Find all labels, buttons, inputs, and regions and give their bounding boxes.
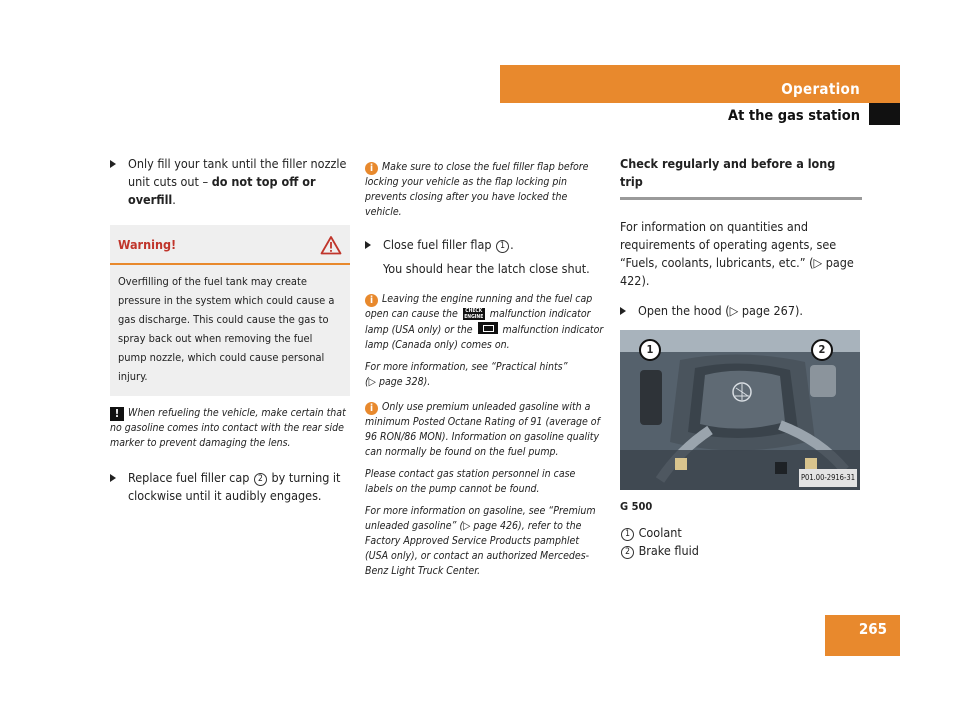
page-subtitle: At the gas station	[728, 108, 860, 124]
step-arrow-icon	[110, 160, 116, 168]
figure-caption: G 500	[620, 500, 653, 513]
warning-box	[110, 225, 350, 396]
step-result: You should hear the latch close shut.	[383, 261, 590, 276]
warning-title: Warning!	[118, 237, 177, 252]
callout-1: 1	[639, 339, 661, 361]
intro-paragraph: For information on quantities and requirements of operating agents, see “Fuels, coolants, lubricants, etc.” (▷ page 422).	[620, 219, 854, 288]
header-marker	[869, 103, 900, 125]
reference-number: 2	[254, 473, 267, 486]
info-icon: i	[365, 294, 378, 307]
step-open-hood: Open the hood (▷ page 267).	[620, 302, 862, 320]
check-engine-icon: CHECK ENGINE	[464, 308, 484, 320]
exclamation-icon: !	[110, 407, 124, 421]
reference-number: 1	[621, 528, 634, 541]
warning-header	[110, 225, 350, 265]
info-icon: i	[365, 402, 378, 415]
info-note-gasoline: i Only use premium unleaded gasoline with a minimum Posted Octane Rating of 91 (average of 96 RON/86 MON). Information on gasoline quality can normally be found on the fuel pump. Please contact gas station personnel in case labels on the pump cannot be found. For more information on gasoline, see “Premium unleaded gasoline” (▷ page 426), refer to the Factory Approved Service Products pamphlet (USA only), or contact an authorized Mercedes-Benz Light Truck Center.	[365, 401, 600, 577]
engine-malfunction-icon	[478, 322, 498, 334]
legend-item: 2 Brake fluid	[620, 542, 862, 560]
warning-body: Overfilling of the fuel tank may create pressure in the system which could cause a gas discharge. This could cause the gas to spray back out when removing the fuel pump nozzle, which could cause personal injury.	[118, 275, 335, 383]
reference-number: 1	[496, 240, 509, 253]
step-replace-cap: Replace fuel filler cap 2 by turning it clockwise until it audibly engages.	[110, 469, 350, 505]
info-icon: i	[365, 162, 378, 175]
emphasis-text: do not top off or overfill	[128, 174, 316, 207]
figure-code: P01.00-2916-31	[799, 469, 857, 487]
left-column	[110, 155, 350, 515]
info-note-close-flap: i Make sure to close the fuel filler flap before locking your vehicle as the flap locking pin prevents closing after you have locked the vehicle.	[365, 161, 589, 218]
page-reference: (▷ page 328).	[365, 376, 431, 388]
step-arrow-icon	[365, 241, 371, 249]
page-number: 265	[858, 620, 887, 638]
callout-2: 2	[811, 339, 833, 361]
step-arrow-icon	[620, 307, 626, 315]
engine-bay-figure	[620, 330, 860, 490]
legend-item: 1 Coolant	[620, 524, 862, 542]
middle-column	[365, 160, 605, 589]
warning-triangle-icon	[320, 235, 342, 255]
caution-note: ! When refueling the vehicle, make certain that no gasoline comes into contact with the rear side marker to prevent damaging the lens.	[110, 407, 346, 449]
step-arrow-icon	[110, 474, 116, 482]
step-fill-tank: Only fill your tank until the filler nozzle unit cuts out – do not top off or overfill.	[110, 155, 350, 209]
section-title: Operation	[781, 80, 860, 98]
right-column	[620, 155, 862, 560]
step-close-flap: Close fuel filler flap 1 .	[365, 236, 605, 254]
section-heading: Check regularly and before a long trip	[620, 155, 862, 200]
info-note-engine-running: i Leaving the engine running and the fuel cap open can cause the CHECK ENGINE malfunction indicator lamp (USA only) or the malfunction indicator lamp (Canada only) comes on. For more information, see “Practical hints” (▷ page 328).	[365, 293, 604, 388]
reference-number: 2	[621, 546, 634, 559]
